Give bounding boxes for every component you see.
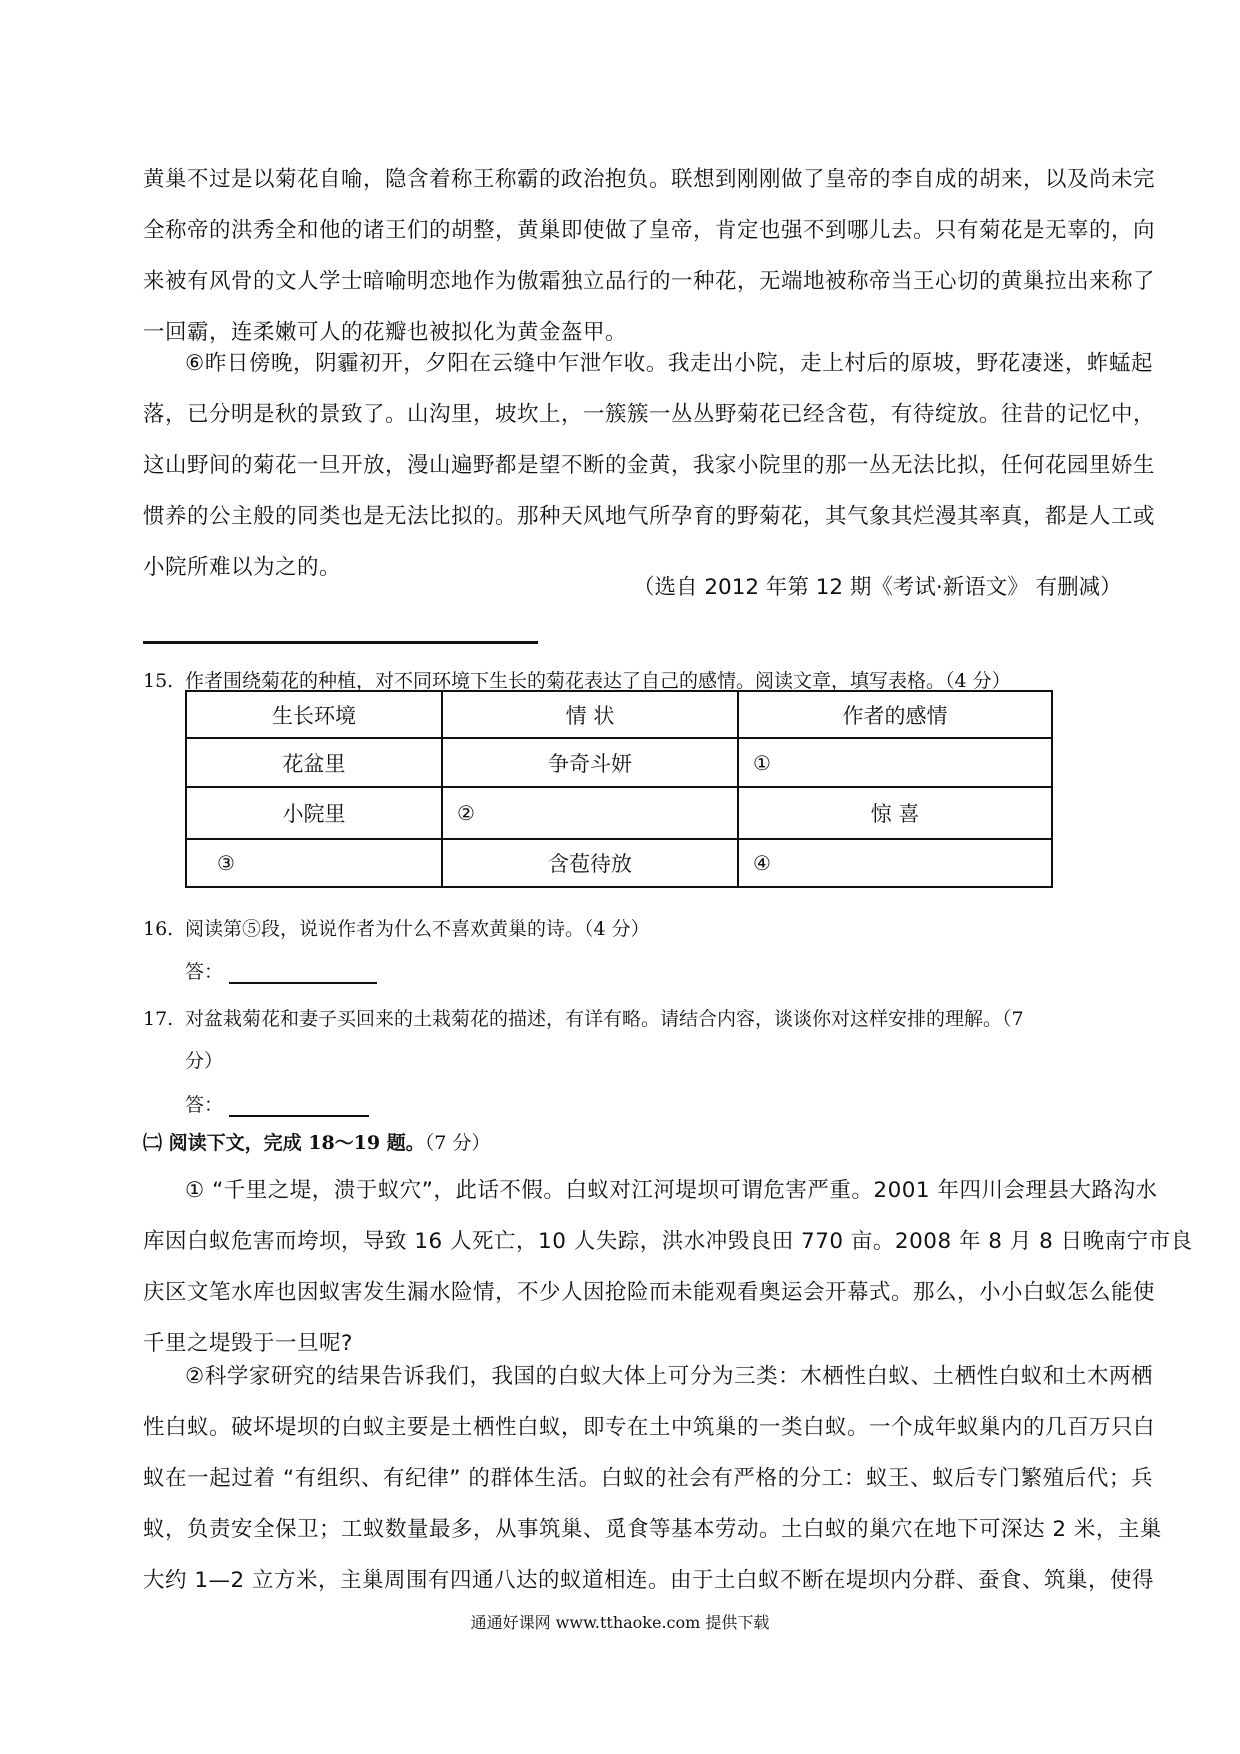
question-text: 阅读第⑤段，说说作者为什么不喜欢黄巢的诗。（4 分） xyxy=(185,918,650,940)
answer-16 xyxy=(185,957,377,984)
text-line: 库因白蚁危害而垮坝，导致 16 人死亡，10 人失踪，洪水冲毁良田 770 亩。2008 年 8 月 8 日晚南宁市良 xyxy=(143,1229,1193,1254)
text-line: 一回霸，连柔嫩可人的花瓣也被拟化为黄金盔甲。 xyxy=(143,320,628,345)
text-line: 来被有风骨的文人学士暗喻明恋地作为傲霜独立品行的一种花，无端地被称帝当王心切的黄巢拉出来称了 xyxy=(143,269,1156,294)
question-text: 对盆栽菊花和妻子买回来的土栽菊花的描述，有详有略。请结合内容，谈谈你对这样安排的理解。（7 xyxy=(185,1008,1024,1030)
question-text: 分） xyxy=(185,1050,224,1072)
question-15 xyxy=(143,666,1011,693)
text-line: 蚁在一起过着 “有组织、有纪律” 的群体生活。白蚁的社会有严格的分工：蚁王、蚁后专门繁殖后代；兵 xyxy=(143,1466,1153,1491)
table-cell: 争奇斗妍 xyxy=(442,738,738,787)
answer-blank-4[interactable]: ④ xyxy=(738,839,1052,887)
text-line: 庆区文笔水库也因蚁害发生漏水险情，不少人因抢险而未能观看奥运会开幕式。那么，小小白蚁怎么能使 xyxy=(143,1280,1156,1305)
text-line: ⑥昨日傍晚，阴霾初开，夕阳在云缝中乍泄乍收。我走出小院，走上村后的原坡，野花凄迷，蚱蜢起 xyxy=(185,351,1153,376)
table-row xyxy=(186,839,1052,887)
answer-table xyxy=(185,690,1053,888)
text-line: 惯养的公主般的同类也是无法比拟的。那种天风地气所孕育的野菊花，其气象其烂漫其率真，都是人工或 xyxy=(143,504,1156,529)
table-header: 生长环境 xyxy=(186,691,442,738)
question-number: 16. xyxy=(143,918,174,940)
answer-line[interactable] xyxy=(229,1093,369,1117)
answer-label: 答： xyxy=(185,1094,224,1116)
table-row xyxy=(186,787,1052,839)
text-line: 全称帝的洪秀全和他的诸王们的胡整，黄巢即使做了皇帝，肯定也强不到哪儿去。只有菊花是无辜的，向 xyxy=(143,218,1156,243)
answer-line[interactable] xyxy=(229,960,377,984)
question-text: 作者围绕菊花的种植，对不同环境下生长的菊花表达了自己的感情。阅读文章，填写表格。（4 分） xyxy=(185,670,1011,692)
section-score: （7 分） xyxy=(424,1132,491,1154)
table-cell: 小院里 xyxy=(186,787,442,839)
question-number: 15. xyxy=(143,670,174,692)
text-line: 小院所难以为之的。 xyxy=(143,555,342,580)
text-line: 黄巢不过是以菊花自喻，隐含着称王称霸的政治抱负。联想到刚刚做了皇帝的李自成的胡来，以及尚未完 xyxy=(143,167,1156,192)
answer-label: 答： xyxy=(185,961,224,983)
section-heading xyxy=(143,1128,490,1155)
question-17-continuation xyxy=(185,1046,223,1073)
source-citation: （选自 2012 年第 12 期《考试·新语文》 有删减） xyxy=(633,575,1122,600)
text-line: 这山野间的菊花一旦开放，漫山遍野都是望不断的金黄，我家小院里的那一丛无法比拟，任何花园里娇生 xyxy=(143,453,1156,478)
answer-blank-3[interactable]: ③ xyxy=(186,839,442,887)
passage-b-paragraph-2 xyxy=(143,1351,1162,1606)
section-divider xyxy=(143,641,538,644)
question-17 xyxy=(143,1004,1024,1031)
text-line: 蚁，负责安全保卫；工蚁数量最多，从事筑巢、觅食等基本劳动。土白蚁的巢穴在地下可深达 2 米，主巢 xyxy=(143,1517,1162,1542)
page-footer: 通通好课网 www.tthaoke.com 提供下载 xyxy=(470,1613,770,1632)
text-line: 落，已分明是秋的景致了。山沟里，坡坎上，一簇簇一丛丛野菊花已经含苞，有待绽放。往昔的记忆中， xyxy=(143,402,1156,427)
text-line: ① “千里之堤，溃于蚁穴”，此话不假。白蚁对江河堤坝可谓危害严重。2001 年四川会理县大路沟水 xyxy=(185,1178,1158,1203)
question-number: 17. xyxy=(143,1008,174,1030)
table-cell: 惊 喜 xyxy=(738,787,1052,839)
answer-blank-1[interactable]: ① xyxy=(738,738,1052,787)
paragraph-5-continuation xyxy=(143,154,1156,358)
table-cell: 花盆里 xyxy=(186,738,442,787)
text-line: 千里之堤毁于一旦呢? xyxy=(143,1331,353,1356)
question-16 xyxy=(143,914,650,941)
table-header: 情 状 xyxy=(442,691,738,738)
table-header: 作者的感情 xyxy=(738,691,1052,738)
table-cell: 含苞待放 xyxy=(442,839,738,887)
text-line: 性白蚁。破坏堤坝的白蚁主要是土栖性白蚁，即专在土中筑巢的一类白蚁。一个成年蚁巢内的几百万只白 xyxy=(143,1415,1156,1440)
table-header-row xyxy=(186,691,1052,738)
passage-b-paragraph-1 xyxy=(143,1165,1193,1369)
section-title: 阅读下文，完成 18～19 题。 xyxy=(162,1132,425,1154)
answer-blank-2[interactable]: ② xyxy=(442,787,738,839)
text-line: 大约 1—2 立方米，主巢周围有四通八达的蚁道相连。由于土白蚁不断在堤坝内分群、蚕食、筑巢，使得 xyxy=(143,1568,1155,1593)
text-line: ②科学家研究的结果告诉我们，我国的白蚁大体上可分为三类：木栖性白蚁、土栖性白蚁和土木两栖 xyxy=(185,1364,1153,1389)
answer-17 xyxy=(185,1090,369,1117)
paragraph-6 xyxy=(143,338,1156,593)
table-row xyxy=(186,738,1052,787)
section-marker: ㈡ xyxy=(143,1132,163,1154)
